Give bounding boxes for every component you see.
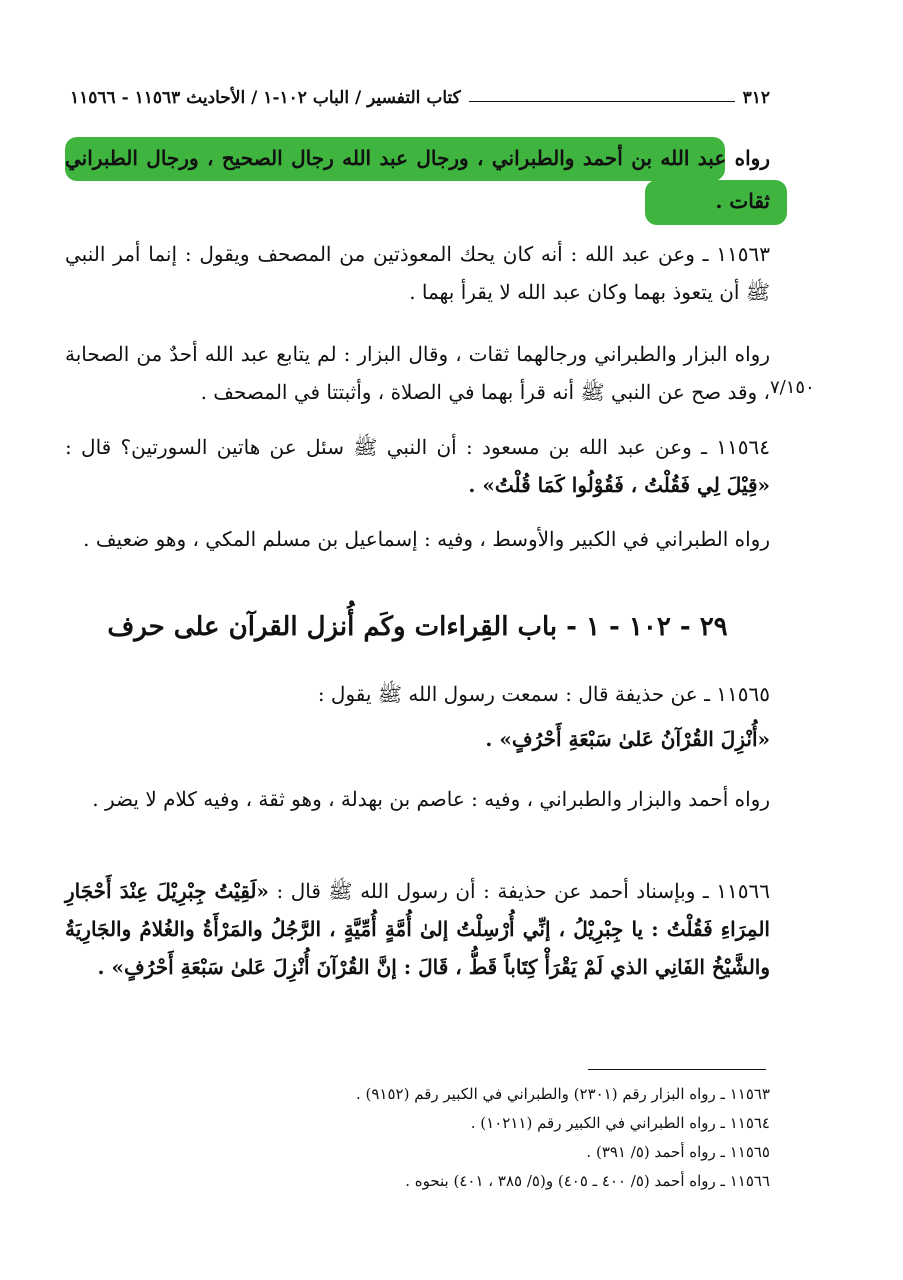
footnote-rule: [588, 1069, 766, 1070]
hadith-11564-quote: «قِيْلَ لِي فَقُلْتُ ، فَقُوْلُوا كَمَا قُلْتُ» .: [468, 473, 770, 497]
hadith-11564-commentary: رواه الطبراني في الكبير والأوسط ، وفيه : إسماعيل بن مسلم المكي ، وهو ضعيف .: [83, 527, 770, 551]
hadith-11563: ١١٥٦٣ ـ وعن عبد الله : أنه كان يحك المعوذتين من المصحف ويقول : إنما أمر النبي ﷺ أن يتعوذ بهما وكان عبد الله لا يقرأ بهما .: [65, 242, 770, 304]
hadith-11565: ١١٥٦٥ ـ عن حذيفة قال : سمعت رسول الله ﷺ يقول :: [317, 682, 770, 706]
hadith-11566-text: ١١٥٦٦ ـ وبإسناد أحمد عن حذيفة : أن رسول الله ﷺ قال :: [276, 879, 771, 903]
running-title: كتاب التفسير / الباب ١٠٢-١ / الأحاديث ١١٥٦٣ - ١١٥٦٦: [70, 88, 461, 108]
footnote-11565: ١١٥٦٥ ـ رواه أحمد (٥/ ٣٩١) .: [586, 1143, 770, 1161]
footnote-11563: ١١٥٦٣ ـ رواه البزار رقم (٢٣٠١) والطبراني في الكبير رقم (٩١٥٢) .: [355, 1085, 770, 1103]
hadith-11563-commentary: رواه البزار والطبراني ورجالهما ثقات ، وقال البزار : لم يتابع عبد الله أحدٌ من الصحابة ، وقد صح عن النبي ﷺ أنه قرأ بهما في الصلاة ، وأثبتتا في المصحف .: [65, 342, 770, 404]
header-rule: [469, 101, 735, 102]
hadith-11565-commentary: رواه أحمد والبزار والطبراني ، وفيه : عاصم بن بهدلة ، وهو ثقة ، وفيه كلام لا يضر .: [92, 787, 770, 811]
hadith-11566-quote: «لَقِيْتُ جِبْرِيْلَ عِنْدَ أَحْجَارِ المِرَاءِ فَقُلْتُ : يا جِبْرِيْلُ ، إنِّي أُرْسِلْتُ إلىٰ أُمَّةٍ أُمِّيَّةٍ ، الرَّجُلُ والمَرْأَةُ والغُلامُ والجَارِيَةُ والشَّيْخُ الفَانِي الذي لَمْ يَقْرَأْ كِتَاباً قَطُّ ، قَالَ : إنَّ القُرْآنَ أُنْزِلَ عَلىٰ سَبْعَةِ أَحْرُفٍ» .: [65, 879, 770, 979]
hadith-11564-text: ١١٥٦٤ ـ وعن عبد الله بن مسعود : أن النبي ﷺ سئل عن هاتين السورتين؟ قال :: [65, 435, 770, 459]
footnote-11564: ١١٥٦٤ ـ رواه الطبراني في الكبير رقم (١٠٢١١) .: [470, 1114, 770, 1132]
footnotes: [300, 1080, 770, 1196]
hadith-11566: [65, 872, 770, 986]
hadith-11565-quote: «أُنْزِلَ القُرْآنُ عَلىٰ سَبْعَةِ أَحْرُفٍ» .: [485, 727, 770, 751]
hadith-11564: [65, 428, 770, 504]
page-header: [70, 88, 770, 108]
footnote-11566: ١١٥٦٦ ـ رواه أحمد (٥/ ٤٠٠ ـ ٤٠٥) و(٥/ ٣٨٥ ، ٤٠١) بنحوه .: [405, 1172, 770, 1190]
margin-reference: ٧/١٥٠: [770, 377, 815, 398]
highlighted-passage: رواه عبد الله بن أحمد والطبراني ، ورجال عبد الله رجال الصحيح ، ورجال الطبراني ثقات .: [65, 146, 770, 213]
page-number: ٣١٢: [742, 88, 770, 108]
chapter-title: ٢٩ - ١٠٢ - ١ - باب القِراءات وكَم أُنزل القرآن على حرف: [107, 612, 728, 642]
